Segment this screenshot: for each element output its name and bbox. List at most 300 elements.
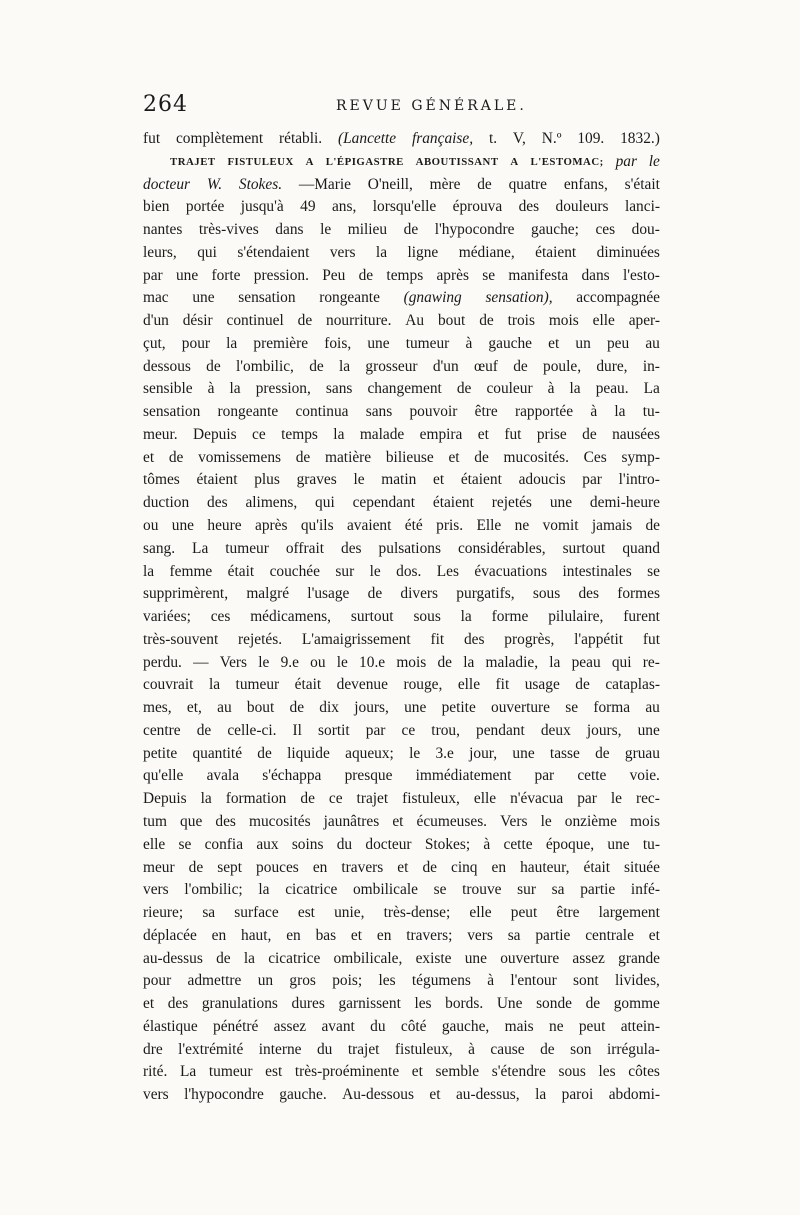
word: fut <box>504 425 522 443</box>
word: purgatifs, <box>456 585 515 603</box>
text-line <box>143 1016 660 1039</box>
word: jours, <box>354 699 389 717</box>
word: des <box>578 585 599 603</box>
word: son <box>570 1040 592 1058</box>
word: ouverture <box>491 699 551 717</box>
word: le <box>258 653 270 671</box>
word: temps <box>281 425 318 443</box>
word: dou- <box>631 221 660 239</box>
word: du <box>370 1017 386 1035</box>
word: voie. <box>629 767 660 785</box>
word: sensation), <box>485 289 553 307</box>
word: Au <box>405 312 425 330</box>
word: Stokes. <box>238 175 283 193</box>
word: changement <box>367 380 442 398</box>
word: deux <box>540 721 571 739</box>
word: pois; <box>332 972 363 990</box>
word: de <box>300 790 315 808</box>
word: gomme <box>613 995 660 1013</box>
text-line <box>143 697 660 720</box>
word: perdu. <box>143 653 182 671</box>
word: — <box>193 653 209 671</box>
word: elle <box>469 904 492 922</box>
word: déplacée <box>143 926 197 944</box>
word: la <box>614 403 626 421</box>
word: une <box>464 949 487 967</box>
word: écumeuses. <box>416 812 488 830</box>
word: une <box>637 721 660 739</box>
word: rieure; <box>143 904 184 922</box>
word: par <box>534 767 555 785</box>
word: 1832.) <box>620 130 660 147</box>
word: française, <box>411 130 474 147</box>
word: L'amaigrissement <box>301 630 411 648</box>
word: les <box>414 995 432 1013</box>
word: centre <box>143 721 181 739</box>
word: petite <box>143 744 178 762</box>
text-line <box>143 788 660 811</box>
text-line <box>143 447 660 470</box>
text-line <box>143 151 660 174</box>
word: jaunâtres <box>323 812 380 830</box>
word: qui <box>197 243 217 261</box>
word: grande <box>618 949 660 967</box>
word: in- <box>642 357 660 375</box>
word: œuf <box>473 357 498 375</box>
word: est <box>265 1063 283 1081</box>
word: Ces <box>583 448 607 466</box>
word: ouverture <box>500 949 560 967</box>
word: elle <box>592 312 615 330</box>
word: la <box>200 790 212 808</box>
word: semble <box>435 1063 480 1081</box>
word: poule, <box>543 357 582 375</box>
word: des <box>463 630 485 648</box>
word: et <box>433 471 445 489</box>
word: ou <box>310 653 326 671</box>
word: irrégula- <box>606 1040 660 1058</box>
word: infé- <box>630 881 660 899</box>
word: d'un <box>143 312 169 330</box>
word: après <box>254 517 288 535</box>
word: et <box>448 448 460 466</box>
word: étaient <box>196 471 238 489</box>
word: avant <box>321 1017 355 1035</box>
word: ligne <box>407 243 439 261</box>
word: la <box>460 608 472 626</box>
word: sonde <box>536 995 572 1013</box>
word: de <box>479 312 494 330</box>
word: couleur <box>486 380 533 398</box>
word: l'entour <box>510 972 557 990</box>
word: aux <box>256 835 279 853</box>
word: de <box>645 517 660 535</box>
page-number: 264 <box>143 92 188 117</box>
word: n'évacua <box>510 790 564 808</box>
word: une <box>171 517 195 535</box>
word: considérables, <box>457 539 546 557</box>
word: L'ÉPIGASTRE <box>325 155 404 168</box>
word: sang. <box>143 539 176 557</box>
text-line <box>143 515 660 538</box>
word: qu'elle <box>143 767 184 785</box>
word: pendant <box>476 721 525 739</box>
word: devenue <box>336 676 388 694</box>
text-line <box>143 879 660 902</box>
word: sur <box>335 562 355 580</box>
word: rouge, <box>403 676 443 694</box>
word: la <box>549 653 561 671</box>
word: alimens, <box>245 494 298 512</box>
word: à <box>547 380 555 398</box>
word: de <box>437 653 452 671</box>
word: trois <box>507 312 535 330</box>
word: trajet <box>347 1040 380 1058</box>
text-line <box>143 743 660 766</box>
word: l'appétit <box>574 630 624 648</box>
word: graves <box>296 471 337 489</box>
word: de <box>196 721 212 739</box>
word: avaient <box>346 517 392 535</box>
word: malgré <box>246 585 290 603</box>
word: celle-ci. <box>227 721 277 739</box>
word: se <box>178 835 192 853</box>
word: rejetés. <box>238 630 283 648</box>
text-line <box>143 834 660 857</box>
word: des <box>207 494 228 512</box>
word: 49 <box>300 198 316 216</box>
word: vers <box>329 243 356 261</box>
word: duction <box>143 494 190 512</box>
text-line <box>143 333 660 356</box>
text-line <box>143 287 660 310</box>
text-line <box>143 1061 660 1084</box>
word: très-vives <box>198 221 259 239</box>
text-line <box>143 629 660 652</box>
word: pilulaire, <box>548 608 604 626</box>
word: peu <box>606 334 630 352</box>
word: à <box>465 334 473 352</box>
word: continua <box>295 403 349 421</box>
word: à <box>468 1040 475 1058</box>
word: au <box>217 699 232 717</box>
word: se <box>482 266 496 284</box>
word: interne <box>258 1040 302 1058</box>
word: cause <box>490 1040 525 1058</box>
word: dessous <box>143 357 191 375</box>
word: très-souvent <box>143 630 219 648</box>
word: mac <box>143 289 169 307</box>
text-line <box>143 538 660 561</box>
word: t. <box>488 130 498 147</box>
word: tasse <box>549 744 580 762</box>
word: ABOUTISSANT <box>415 155 499 168</box>
word: une <box>367 334 390 352</box>
word: par <box>615 152 637 170</box>
text-line <box>143 811 660 834</box>
word: l'ombilic, <box>235 357 294 375</box>
text-line <box>143 925 660 948</box>
word: la <box>339 357 351 375</box>
word: bilieuse <box>385 448 434 466</box>
word: fistuleux, <box>394 1040 453 1058</box>
word: vomit <box>542 517 579 535</box>
word: nourriture. <box>326 312 392 330</box>
word: gruau <box>624 744 660 762</box>
word: les <box>598 1063 616 1081</box>
word: Les <box>436 562 459 580</box>
word: du <box>336 835 353 853</box>
word: de <box>403 221 419 239</box>
word: La <box>643 380 660 398</box>
word: Stokes; <box>424 835 471 853</box>
word: en <box>286 926 301 944</box>
word: à <box>487 972 495 990</box>
text-line <box>143 583 660 606</box>
word: en <box>312 858 328 876</box>
word: plus <box>254 471 280 489</box>
word: docteur <box>143 175 191 193</box>
word: pénétré <box>213 1017 259 1035</box>
word: le <box>320 221 332 239</box>
word: bien <box>143 198 170 216</box>
word: dos. <box>396 562 422 580</box>
word: Au-dessous <box>342 1086 414 1104</box>
word: assez <box>273 1017 307 1035</box>
word: gauche; <box>531 221 579 239</box>
word: meur. <box>143 425 178 443</box>
word: en <box>211 926 227 944</box>
word: la <box>143 562 155 580</box>
word: ombilicale <box>352 881 418 899</box>
word: une <box>512 744 535 762</box>
word: peau <box>571 653 601 671</box>
word: le <box>353 471 365 489</box>
word: rejetés <box>491 494 532 512</box>
word: mais <box>504 1017 534 1035</box>
word: évacuations <box>474 562 548 580</box>
word: diminuées <box>596 243 660 261</box>
word: sont <box>573 972 599 990</box>
word: tum <box>143 812 167 830</box>
word: la <box>229 380 241 398</box>
word: aper- <box>628 312 660 330</box>
word: tu- <box>642 835 660 853</box>
word: cicatrice <box>268 949 321 967</box>
word: sous <box>532 585 561 603</box>
word: un <box>257 972 274 990</box>
word: jusqu'à <box>240 198 284 216</box>
word: supprimèrent, <box>143 585 229 603</box>
word: s'étendre <box>491 1063 546 1081</box>
word: très-proéminente <box>294 1063 400 1081</box>
word: était <box>294 676 322 694</box>
word: par <box>582 471 602 489</box>
word: W. <box>206 175 223 193</box>
word: garnissent <box>338 995 401 1013</box>
word: heure <box>207 517 242 535</box>
word: ces <box>595 221 616 239</box>
word: 3.e <box>435 744 454 762</box>
word: partie <box>580 881 616 899</box>
word: formation <box>225 790 287 808</box>
word: rapportée <box>514 403 574 421</box>
word: tumeur <box>405 334 450 352</box>
text-line <box>143 492 660 515</box>
text-line <box>143 857 660 880</box>
word: elle <box>143 835 166 853</box>
word: rec- <box>635 790 660 808</box>
word: accompagnée <box>576 289 660 307</box>
word: granulations <box>201 995 278 1013</box>
word: côté <box>400 1017 427 1035</box>
word: travers <box>341 858 384 876</box>
word: assez <box>572 949 605 967</box>
word: lanci- <box>624 198 660 216</box>
word: ce <box>401 721 416 739</box>
word: aqueux; <box>345 744 394 762</box>
word: vers <box>143 1086 169 1104</box>
word: de <box>456 380 472 398</box>
word: la <box>333 425 345 443</box>
word: 10.e <box>359 653 386 671</box>
word: forme <box>491 608 529 626</box>
word: trouve <box>462 881 502 899</box>
text-line <box>143 174 660 197</box>
word: dans <box>275 221 304 239</box>
word: désir <box>182 312 213 330</box>
word: de <box>595 744 610 762</box>
word: éprouva <box>452 198 503 216</box>
word: élastique <box>143 1017 198 1035</box>
word: par <box>143 266 163 284</box>
word: onzième <box>564 812 617 830</box>
word: une <box>549 494 573 512</box>
word: l'hypocondre <box>184 1086 264 1104</box>
word: s'étendaient <box>237 243 310 261</box>
word: malade <box>359 425 405 443</box>
word: et <box>143 448 155 466</box>
word: de <box>295 448 311 466</box>
word: dans <box>581 266 610 284</box>
word: pris. <box>436 517 464 535</box>
word: une <box>192 289 215 307</box>
word: largement <box>598 904 660 922</box>
word: abdomi- <box>608 1086 660 1104</box>
word: demi-heure <box>589 494 660 512</box>
word: et <box>397 858 409 876</box>
word: de <box>585 995 601 1013</box>
word: cinq <box>451 858 478 876</box>
word: les <box>378 972 396 990</box>
word: l'extrémité <box>178 1040 244 1058</box>
word: de <box>540 1040 555 1058</box>
word: La <box>180 1063 197 1081</box>
word: jour, <box>469 744 498 762</box>
word: bas <box>315 926 337 944</box>
word: surtout <box>350 608 394 626</box>
word: furent <box>623 608 660 626</box>
word: portée <box>185 198 225 216</box>
word: une <box>404 699 427 717</box>
word: pour <box>143 972 172 990</box>
word: le <box>648 152 660 170</box>
text-line <box>143 1084 660 1107</box>
word: de <box>188 858 204 876</box>
word: pulsations <box>378 539 441 557</box>
word: médiane, <box>458 243 515 261</box>
word: et <box>350 926 363 944</box>
text-line <box>143 128 660 151</box>
word: La <box>192 539 209 557</box>
word: cependant <box>352 494 415 512</box>
word: qui <box>611 653 632 671</box>
word: A <box>510 155 519 168</box>
word: et <box>548 334 560 352</box>
word: était <box>227 562 255 580</box>
word: rongeante <box>217 403 279 421</box>
word: le <box>369 562 381 580</box>
word: après <box>436 266 469 284</box>
word: pouces <box>256 858 299 876</box>
text-line <box>143 378 660 401</box>
word: douleurs <box>555 198 609 216</box>
word: leurs, <box>143 243 177 261</box>
word: de <box>297 312 313 330</box>
word: se <box>647 562 660 580</box>
page-header <box>143 92 658 122</box>
word: travers; <box>406 926 453 944</box>
word: couchée <box>269 562 320 580</box>
word: çut, <box>143 334 166 352</box>
word: de <box>477 175 492 193</box>
text-line <box>143 310 660 333</box>
word: étaient <box>535 243 577 261</box>
word: que <box>180 812 203 830</box>
word: côtes <box>628 1063 660 1081</box>
word: époque, <box>545 835 595 853</box>
word: ans, <box>331 198 357 216</box>
word: étaient <box>432 494 474 512</box>
word: forte <box>211 266 241 284</box>
word: pression, <box>255 380 311 398</box>
word: et <box>648 926 660 944</box>
word: haut, <box>241 926 272 944</box>
word: TRAJET <box>170 155 216 168</box>
word: fut <box>642 630 660 648</box>
word: unie, <box>334 904 365 922</box>
word: et <box>477 425 489 443</box>
word: des <box>167 995 189 1013</box>
word: quantité <box>192 744 243 762</box>
word: ces <box>210 608 231 626</box>
word: maladie, <box>485 653 539 671</box>
word: la <box>258 881 270 899</box>
word: ce <box>252 425 266 443</box>
word: une <box>607 835 630 853</box>
word: s'était <box>624 175 660 193</box>
word: forma <box>593 699 631 717</box>
word: de <box>289 699 305 717</box>
word: sous <box>558 1063 586 1081</box>
word: livides, <box>615 972 660 990</box>
word: couvrait <box>143 676 194 694</box>
word: vers <box>467 926 493 944</box>
word: la <box>535 1086 547 1104</box>
word: partie <box>535 926 571 944</box>
word: vers <box>143 881 169 899</box>
word: un <box>575 334 591 352</box>
